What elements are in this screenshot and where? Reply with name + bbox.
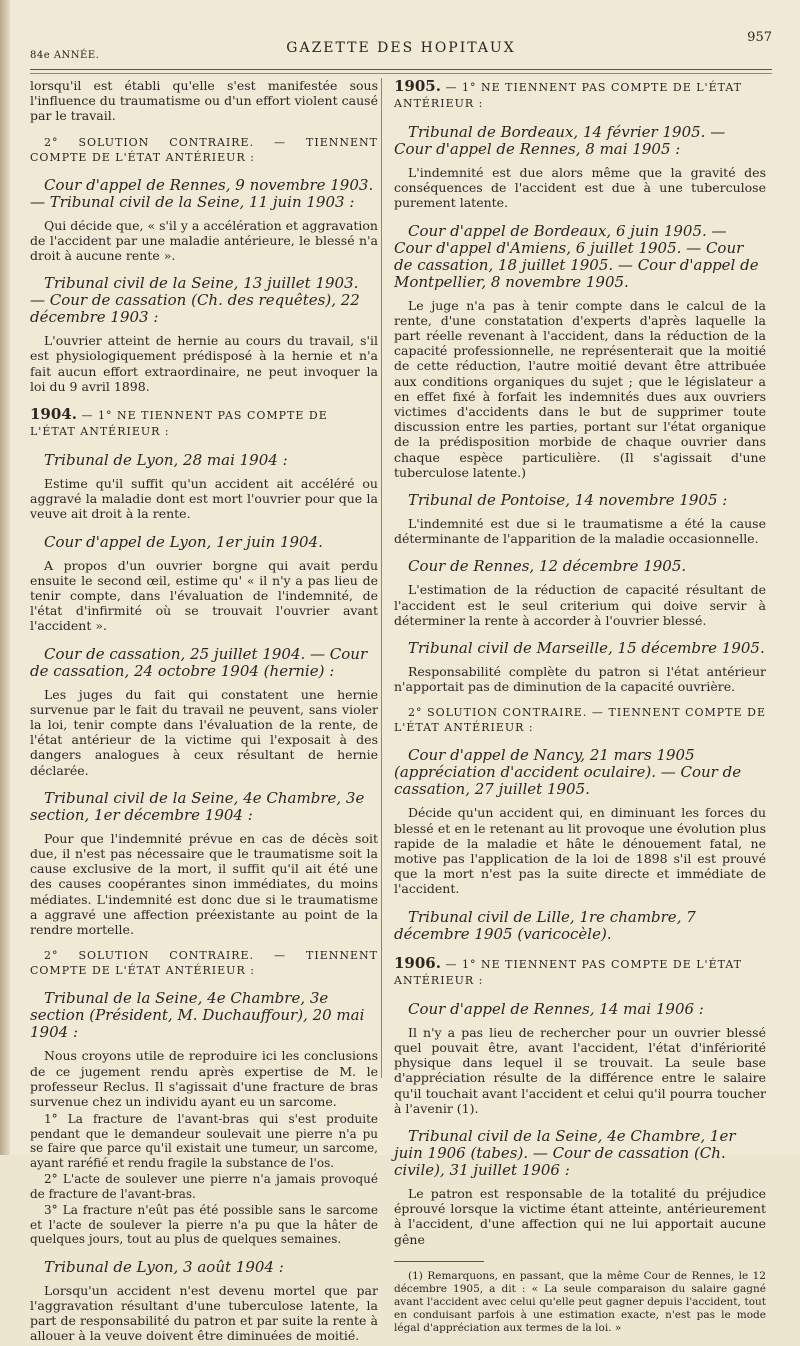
- court-citation: Tribunal civil de Marseille, 15 décembre 1905.: [408, 639, 765, 658]
- left-column: [30, 78, 378, 1346]
- header-rule-second: [30, 73, 772, 74]
- paragraph: Pour que l'indemnité prévue en cas de décès soit due, il n'est pas nécessaire que le traumatisme soit la cause exclusive de la mort, il suffit qu'il ait été une des causes coopérantes sinon immédiates, du moins médiates. L'indemnité est donc due si le traumatisme a aggravé une affection préexistante au point de la rendre mortelle.: [30, 830, 378, 938]
- court-citation: Tribunal de Pontoise, 14 novembre 1905 :: [408, 491, 728, 510]
- court-citation: Cour d'appel de Rennes, 9 novembre 1903. — Tribunal civil de la Seine, 11 juin 1903 :: [30, 175, 374, 211]
- court-citation: Tribunal de la Seine, 4e Chambre, 3e section (Président, M. Duchauffour), 20 mai 1904 :: [30, 989, 365, 1042]
- paragraph: L'ouvrier atteint de hernie au cours du travail, s'il est physiologiquement prédisposé à la hernie et n'a fait aucun effort extraordinaire, ne peut invoquer la loi du 9 avril 1898.: [30, 333, 378, 394]
- paragraph: Il n'y a pas lieu de rechercher pour un ouvrier blessé quel pouvait être, avant l'accident, l'état d'infériorité physique dans lequel il se trouvait. La seule base d'appréciation résulte de la différence entre le salaire qu'il touchait avant l'accident et celui qu'il pourra toucher à l'avenir (1).: [394, 1024, 766, 1116]
- footnote-rule: [394, 1261, 484, 1262]
- list-item: 2° L'acte de soulever une pierre n'a jamais provoqué de fracture de l'avant-bras.: [30, 1172, 378, 1201]
- header-rule: [30, 69, 772, 70]
- column-divider: [381, 78, 382, 1078]
- list-item: 3° La fracture n'eût pas été possible sans le sarcome et l'acte de soulever la pierre n'a pu que la hâter de quelques jours, tout au plus de quelques semaines.: [30, 1203, 378, 1247]
- section-heading: 2° SOLUTION CONTRAIRE. — TIENNENT COMPTE DE L'ÉTAT ANTÉRIEUR :: [394, 706, 766, 735]
- year-number: 1906.: [394, 953, 441, 972]
- journal-title: GAZETTE DES HOPITAUX: [286, 40, 516, 56]
- paragraph: Estime qu'il suffit qu'un accident ait accéléré ou aggravé la maladie dont est mort l'ouvrier pour que la veuve ait droit à la rente.: [30, 476, 378, 522]
- paragraph: Décide qu'un accident qui, en diminuant les forces du blessé et en le retenant au lit provoque une évolution plus rapide de la maladie et hâte le dénouement fatal, ne motive pas l'application de la loi de 1898 s'il est prouvé que la mort n'est pas la suite directe et immédiate de l'accident.: [394, 805, 766, 897]
- court-citation: Cour de cassation, 25 juillet 1904. — Cour de cassation, 24 octobre 1904 (hernie) :: [30, 644, 368, 680]
- paragraph: Qui décide que, « s'il y a accélération et aggravation de l'accident par une maladie antérieure, le blessé n'a droit à aucune rente ».: [30, 217, 378, 264]
- paragraph: lorsqu'il est établi qu'elle s'est manifestée sous l'influence du traumatisme ou d'un effort violent causé par le travail.: [30, 78, 378, 124]
- year-number: 1905.: [394, 77, 441, 95]
- court-citation: Tribunal civil de la Seine, 4e Chambre, 3e section, 1er décembre 1904 :: [30, 788, 365, 824]
- court-citation: Cour de Rennes, 12 décembre 1905.: [408, 557, 687, 576]
- paragraph: Responsabilité complète du patron si l'état antérieur n'apportait pas de diminution de la capacité ouvrière.: [394, 664, 766, 695]
- paragraph: Lorsqu'un accident n'est devenu mortel que par l'aggravation résultant d'une tuberculose latente, la part de responsabilité du patron et par suite la rente à allouer à la veuve doivent être diminuées de moitié.: [30, 1282, 378, 1344]
- court-citation: Cour d'appel de Rennes, 14 mai 1906 :: [408, 999, 704, 1018]
- section-heading: 2° SOLUTION CONTRAIRE. — TIENNENT COMPTE DE L'ÉTAT ANTÉRIEUR :: [30, 135, 378, 164]
- footnote: (1) Remarquons, en passant, que la même Cour de Rennes, le 12 décembre 1905, a dit : « La seule comparaison du salaire gagné avant l'accident avec celui qu'elle peut gagner depuis l'accident, tout en conduisant parfois à une estimation exacte, n'est pas le mode légal d'appréciation aux termes de la loi. »: [394, 1269, 766, 1334]
- court-citation: Cour d'appel de Bordeaux, 6 juin 1905. — Cour d'appel d'Amiens, 6 juillet 1905. — Cour de cassation, 18 juillet 1905. — Cour d'appel de Montpellier, 8 novembre 1905.: [394, 221, 759, 291]
- section-heading: 2° SOLUTION CONTRAIRE. — TIENNENT COMPTE DE L'ÉTAT ANTÉRIEUR :: [30, 949, 378, 978]
- year-heading-text: — 1° NE TIENNENT PAS COMPTE DE L'ÉTAT ANTÉRIEUR :: [30, 409, 328, 439]
- paragraph: Nous croyons utile de reproduire ici les conclusions de ce jugement rendu après expertise de M. le professeur Reclus. Il s'agissait d'une fracture de bras survenue chez un individu ayant eu un sarcome.: [30, 1048, 378, 1109]
- court-citation: Tribunal civil de la Seine, 4e Chambre, 1er juin 1906 (tabes). — Cour de cassation (Ch. civile), 31 juillet 1906 :: [394, 1126, 736, 1179]
- court-citation: Cour d'appel de Lyon, 1er juin 1904.: [44, 532, 323, 551]
- paragraph: Les juges du fait qui constatent une hernie survenue par le fait du travail ne peuvent, sans violer la loi, tenir compte dans l'évaluation de la rente, de l'état antérieur de la victime qui l'exposait à des dangers analogues à ceux résultant de hernie déclarée.: [30, 686, 378, 778]
- page-header: [30, 28, 772, 68]
- right-column: [394, 78, 766, 1338]
- paragraph: Le patron est responsable de la totalité du préjudice éprouvé lorsque la victime étant atteinte, antérieurement à l'accident, d'une affection qui ne lui apportait aucune gêne: [394, 1185, 766, 1247]
- binding-edge: [0, 0, 10, 1155]
- paragraph: L'indemnité est due alors même que la gravité des conséquences de l'accident est due à une tuberculose purement latente.: [394, 165, 766, 211]
- year-number: 1904.: [30, 405, 77, 424]
- paragraph: L'estimation de la réduction de capacité résultant de l'accident est le seul criterium qui doive servir à déterminer la rente à accorder à l'ouvrier blessé.: [394, 582, 766, 628]
- year-heading: [394, 78, 766, 112]
- year-heading: [394, 955, 766, 989]
- list-item: 1° La fracture de l'avant-bras qui s'est produite pendant que le demandeur soulevait une pierre n'a pu se faire que parce qu'il existait une tumeur, un sarcome, ayant raréfié et rendu fragile la substance de l'os.: [30, 1112, 378, 1170]
- court-citation: Tribunal de Lyon, 28 mai 1904 :: [44, 451, 288, 470]
- paragraph: A propos d'un ouvrier borgne qui avait perdu ensuite le second œil, estime qu' « il n'y a pas lieu de tenir compte, dans l'évaluation de l'indemnité, de l'état d'infirmité où se trouvait l'ouvrier avant l'accident ».: [30, 557, 378, 634]
- year-heading-text: — 1° NE TIENNENT PAS COMPTE DE L'ÉTAT ANTÉRIEUR :: [394, 81, 743, 110]
- court-citation: Tribunal civil de Lille, 1re chambre, 7 décembre 1905 (varicocèle).: [394, 907, 696, 943]
- year-heading: [30, 406, 378, 440]
- paragraph: L'indemnité est due si le traumatisme a été la cause déterminante de l'apparition de la maladie occasionnelle.: [394, 516, 766, 547]
- paragraph: Le juge n'a pas à tenir compte dans le calcul de la rente, d'une constatation d'experts d'après laquelle la part réelle revenant à l'accident, dans la réduction de la capacité professionnelle, ne représenterait que la moitié de cette réduction, l'autre moitié devant être attribuée aux conditions organiques du sujet ; que le législateur a en effet fixé à forfait les indemnités dues aux ouvriers victimes d'accidents dans le but de supprimer toute discussion entre les parties, portant sur l'état organique de la prédisposition morbide de chaque ouvrier dans chaque espèce particulière. (Il s'agissait d'une tuberculose latente.): [394, 297, 766, 480]
- court-citation: Cour d'appel de Nancy, 21 mars 1905 (appréciation d'accident oculaire). — Cour de cassation, 27 juillet 1905.: [394, 746, 742, 799]
- court-citation: Tribunal civil de la Seine, 13 juillet 1903. — Cour de cassation (Ch. des requêtes), 22 décembre 1903 :: [30, 274, 360, 327]
- year-label: 84e ANNÉE.: [30, 50, 100, 61]
- year-heading-text: — 1° NE TIENNENT PAS COMPTE DE L'ÉTAT ANTÉRIEUR :: [394, 957, 743, 987]
- page-number: 957: [747, 30, 772, 45]
- court-citation: Tribunal de Lyon, 3 août 1904 :: [44, 1257, 284, 1276]
- court-citation: Tribunal de Bordeaux, 14 février 1905. — Cour d'appel de Rennes, 8 mai 1905 :: [394, 123, 726, 158]
